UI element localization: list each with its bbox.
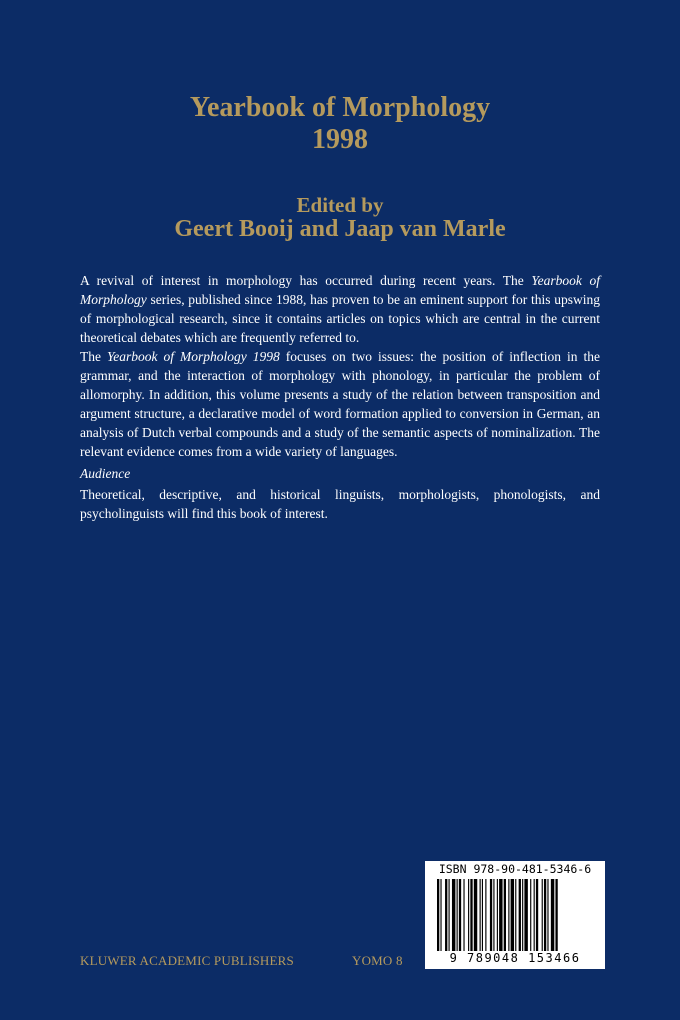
book-title: Yearbook of Morphology [189,92,491,123]
p2-text-a: The [80,349,107,364]
book-year: 1998 [312,124,368,155]
p1-series-title: Yearbook of Morphology [80,273,600,307]
series-code: YOMO 8 [352,953,403,968]
audience-text: Theoretical, descriptive, and historical linguists, morphologists, phonologists, and psycholinguists will find this book of interest. [80,487,600,521]
audience-heading: Audience [80,466,131,481]
description-paragraph-2 [80,347,600,461]
ean-number: 9 789048 153466 [449,951,581,965]
description-paragraph-1 [80,271,600,347]
barcode-icon [429,879,601,951]
isbn-number: ISBN 978-90-481-5346-6 [438,862,592,876]
p1-text-c: series, published since 1988, has proven to be an eminent support for this upswing of morphological research, since it contains articles on topics which are central in the current theoretical debates which are frequently referred to. [80,292,600,345]
editor-names: Geert Booij and Jaap van Marle [174,216,506,242]
p1-text-a: A revival of interest in morphology has occurred during recent years. The [80,273,532,288]
p2-volume-title: Yearbook of Morphology 1998 [107,349,280,364]
isbn-barcode [425,861,605,969]
edited-by-label: Edited by [296,193,384,217]
p2-text-c: focuses on two issues: the position of inflection in the grammar, and the interaction of morphology with phonology, in particular the problem of allomorphy. In addition, this volume presents a study of the relation between transposition and argument structure, a declarative model of word formation applied to conversion in German, an analysis of Dutch verbal compounds and a study of the semantic aspects of nominalization. The relevant evidence comes from a wide variety of languages. [80,349,600,459]
publisher-name: KLUWER ACADEMIC PUBLISHERS [80,953,294,968]
